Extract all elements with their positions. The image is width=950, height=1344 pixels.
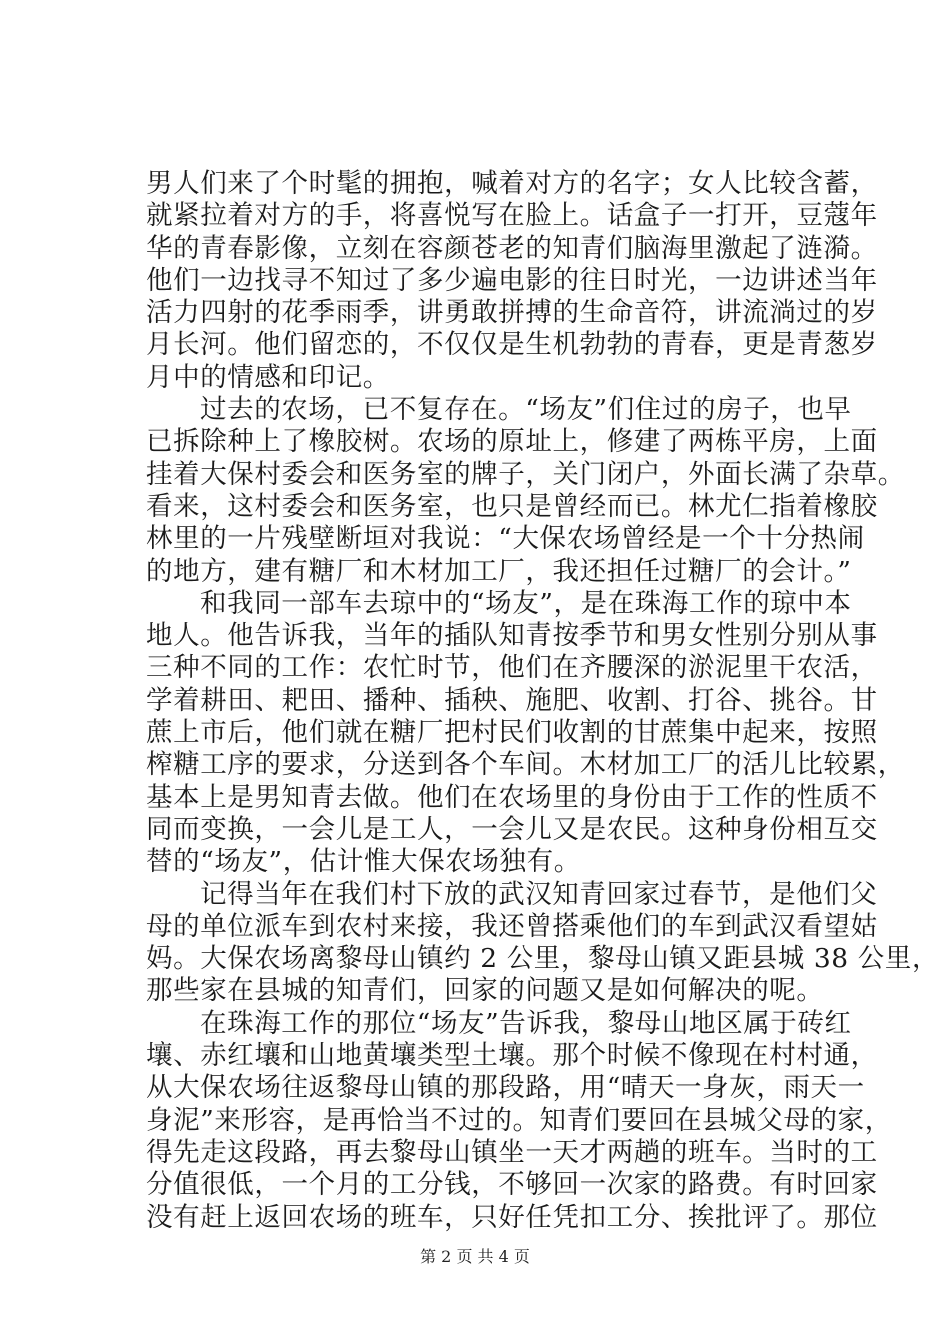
text-line: 同而变换，一会儿是工人，一会儿又是农民。这种身份相互交 (146, 813, 878, 845)
text-line: 得先走这段路，再去黎母山镇坐一天才两趟的班车。当时的工 (146, 1136, 878, 1168)
text-line: 从大保农场往返黎母山镇的那段路，用“晴天一身灰，雨天一 (146, 1072, 865, 1104)
text-line: 没有赶上返回农场的班车，只好任凭扣工分、挨批评了。那位 (146, 1201, 878, 1233)
text-line: 已拆除种上了橡胶树。农场的原址上，修建了两栋平房，上面 (146, 426, 878, 458)
paragraph-first-line: 在珠海工作的那位“场友”告诉我，黎母山地区属于砖红 (200, 1007, 852, 1039)
text-line: 壤、赤红壤和山地黄壤类型土壤。那个时候不像现在村村通， (146, 1040, 878, 1072)
text-line: 身泥”来形容，是再恰当不过的。知青们要回在县城父母的家， (146, 1104, 892, 1136)
text-line: 三种不同的工作：农忙时节，他们在齐腰深的淤泥里干农活， (146, 652, 878, 684)
text-line: 蔗上市后，他们就在糖厂把村民们收割的甘蔗集中起来，按照 (146, 717, 878, 749)
text-line: 分值很低，一个月的工分钱，不够回一次家的路费。有时回家 (146, 1169, 878, 1201)
text-line: 月中的情感和印记。 (146, 361, 390, 393)
text-line: 就紧拉着对方的手，将喜悦写在脸上。话盒子一打开，豆蔻年 (146, 200, 878, 232)
text-line: 学着耕田、耙田、播种、插秧、施肥、收割、打谷、挑谷。甘 (146, 684, 878, 716)
text-line: 看来，这村委会和医务室，也只是曾经而已。林尤仁指着橡胶 (146, 490, 878, 522)
text-line: 那些家在县城的知青们，回家的问题又是如何解决的呢。 (146, 975, 824, 1007)
body-text (146, 168, 940, 1234)
paragraph-first-line: 记得当年在我们村下放的武汉知青回家过春节，是他们父 (200, 878, 878, 910)
text-line: 妈。大保农场离黎母山镇约 2 公里，黎母山镇又距县城 38 公里， (146, 943, 940, 975)
text-line: 男人们来了个时髦的拥抱，喊着对方的名字；女人比较含蓄， (146, 168, 878, 199)
text-line: 的地方，建有糖厂和木材加工厂，我还担任过糖厂的会计。” (146, 555, 852, 587)
page-footer: 第 2 页 共 4 页 (420, 1247, 530, 1266)
text-line: 地人。他告诉我，当年的插队知青按季节和男女性别分别从事 (146, 620, 878, 652)
text-line: 活力四射的花季雨季，讲勇敢拼搏的生命音符，讲流淌过的岁 (146, 297, 878, 329)
text-line: 榨糖工序的要求，分送到各个车间。木材加工厂的活儿比较累， (146, 749, 905, 781)
text-line: 林里的一片残壁断垣对我说：“大保农场曾经是一个十分热闹 (146, 523, 865, 555)
text-line: 基本上是男知青去做。他们在农场里的身份由于工作的性质不 (146, 781, 878, 813)
text-line: 挂着大保村委会和医务室的牌子，关门闭户，外面长满了杂草。 (146, 458, 905, 490)
text-line: 母的单位派车到农村来接，我还曾搭乘他们的车到武汉看望姑 (146, 910, 878, 942)
text-line: 月长河。他们留恋的，不仅仅是生机勃勃的青春，更是青葱岁 (146, 329, 878, 361)
paragraph-first-line: 过去的农场，已不复存在。“场友”们住过的房子，也早 (200, 394, 852, 426)
text-line: 他们一边找寻不知过了多少遍电影的往日时光，一边讲述当年 (146, 264, 878, 296)
text-line: 华的青春影像，立刻在容颜苍老的知青们脑海里激起了涟漪。 (146, 232, 878, 264)
paragraph-first-line: 和我同一部车去琼中的“场友”，是在珠海工作的琼中本 (200, 587, 852, 619)
text-line: 替的“场友”，估计惟大保农场独有。 (146, 846, 581, 878)
